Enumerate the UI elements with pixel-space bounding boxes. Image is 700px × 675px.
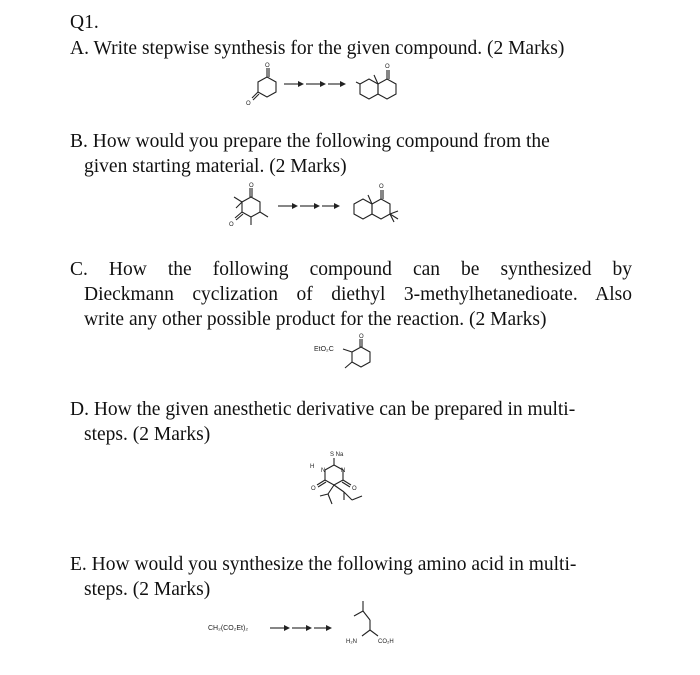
part-b-arrow <box>278 203 340 209</box>
oxygen-label: O <box>229 222 234 228</box>
part-b-product <box>354 184 398 222</box>
oxygen-label: O <box>265 63 270 69</box>
part-e-line1: E. How would you synthesize the following amino acid in multi- <box>70 554 577 575</box>
oxygen-label: O <box>311 486 316 492</box>
malonate-label: CH₂(CO₂Et)₂ <box>208 625 249 632</box>
n2-label: N <box>341 468 346 474</box>
oxygen-label: O <box>246 101 251 107</box>
oxygen-label: O <box>249 183 254 189</box>
part-c-line3: write any other possible product for the reaction. (2 Marks) <box>84 309 547 330</box>
amine-label: H₂N <box>346 639 357 645</box>
part-a-product <box>356 64 396 99</box>
acid-label: CO₂H <box>378 639 394 645</box>
n1-label: N <box>321 468 326 474</box>
oxygen-label: O <box>379 184 384 190</box>
part-a-starting-material <box>246 63 276 107</box>
nh-label: H <box>310 464 315 470</box>
part-e-arrow <box>270 625 332 631</box>
part-b-line2: given starting material. (2 Marks) <box>84 156 347 177</box>
part-e-product <box>346 601 394 645</box>
part-a-scheme <box>246 62 420 110</box>
part-a-arrow <box>284 81 346 87</box>
part-b-line1: B. How would you prepare the following compound from the <box>70 131 550 152</box>
part-a-text: A. Write stepwise synthesis for the given compound. (2 Marks) <box>70 38 565 59</box>
part-e-scheme <box>208 598 438 656</box>
ester-label: EtO₂C <box>314 346 334 353</box>
part-b-scheme <box>226 180 416 232</box>
part-c-line2: Dieckmann cyclization of diethyl 3-methylhetanedioate. Also <box>84 284 632 305</box>
part-c-line1: C. How the following compound can be synthesized by <box>70 259 632 280</box>
question-number: Q1. <box>70 12 99 33</box>
oxygen-label: O <box>352 486 357 492</box>
part-d-line1: D. How the given anesthetic derivative can be prepared in multi- <box>70 399 576 420</box>
part-d-line2: steps. (2 Marks) <box>84 424 211 445</box>
part-b-starting-material <box>229 183 268 228</box>
oxygen-label: O <box>385 64 390 70</box>
part-c-structure <box>314 334 404 378</box>
thiolate-label: S Na <box>330 452 344 458</box>
part-d-structure <box>300 448 390 520</box>
oxygen-label: O <box>359 334 364 340</box>
part-e-line2: steps. (2 Marks) <box>84 579 211 600</box>
